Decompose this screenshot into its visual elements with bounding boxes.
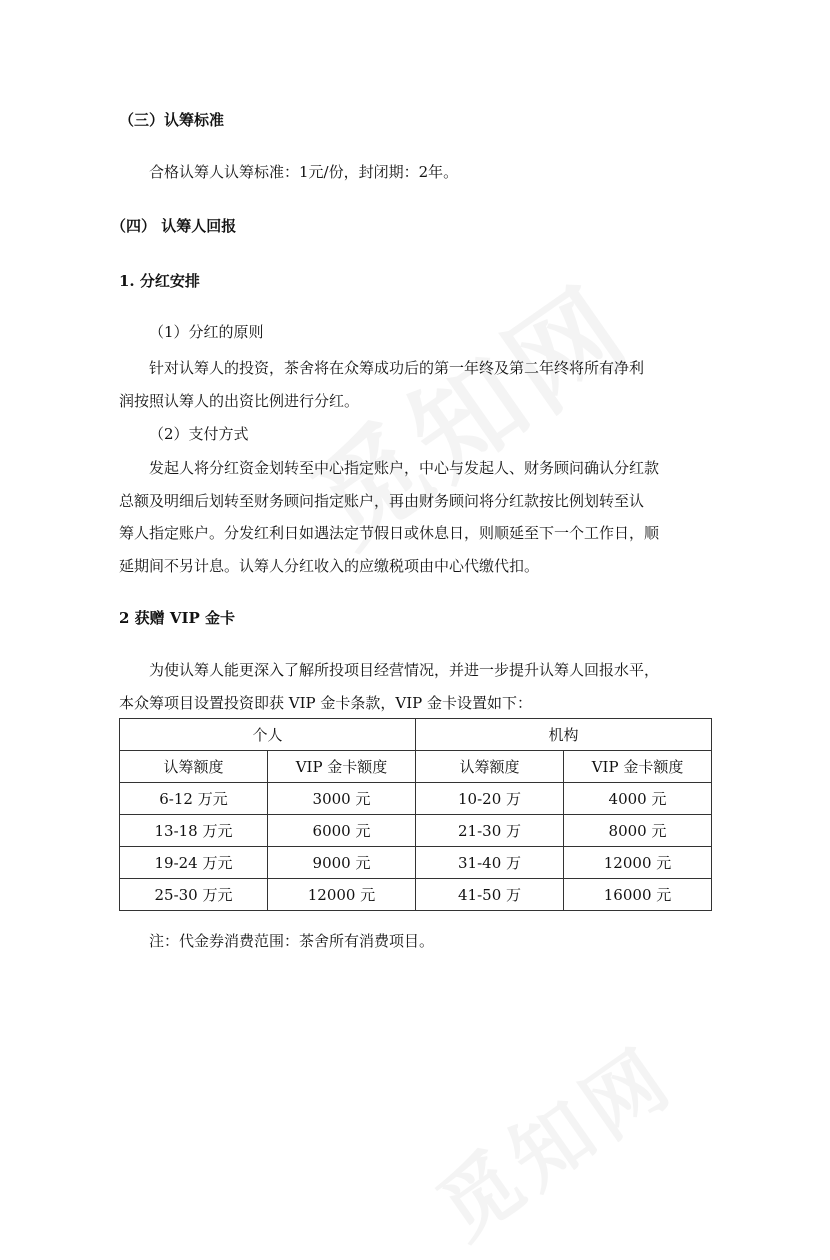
- table-cell: 13-18 万元: [120, 815, 268, 847]
- table-cell: 31-40 万: [416, 847, 564, 879]
- vip-heading: 2 获赠 VIP 金卡: [119, 609, 236, 627]
- table-cell: 6-12 万元: [120, 783, 268, 815]
- group-header-individual: 个人: [120, 719, 416, 751]
- dividend-p2-line1: 发起人将分红资金划转至中心指定账户，中心与发起人、财务顾问确认分红款: [149, 459, 660, 477]
- dividend-sub2: （2）支付方式: [149, 425, 249, 443]
- vip-table: [119, 718, 712, 911]
- dividend-p2-line3: 筹人指定账户。分发红利日如遇法定节假日或休息日，则顺延至下一个工作日，顺: [119, 524, 660, 542]
- vip-intro-line1: 为使认筹人能更深入了解所投项目经营情况，并进一步提升认筹人回报水平，: [149, 661, 660, 679]
- dividend-sub1: （1）分红的原则: [149, 323, 264, 341]
- table-cell: 16000 元: [564, 879, 712, 911]
- sub-header-cell: VIP 金卡额度: [564, 751, 712, 783]
- dividend-p1-line1: 针对认筹人的投资，茶舍将在众筹成功后的第一年终及第二年终将所有净利: [149, 359, 645, 377]
- table-cell: 4000 元: [564, 783, 712, 815]
- sub-header-cell: VIP 金卡额度: [268, 751, 416, 783]
- table-cell: 12000 元: [268, 879, 416, 911]
- table-cell: 19-24 万元: [120, 847, 268, 879]
- table-group-header-row: [120, 719, 712, 751]
- table-cell: 41-50 万: [416, 879, 564, 911]
- sub-header-cell: 认筹额度: [416, 751, 564, 783]
- section3-heading: （三）认筹标准: [119, 111, 225, 129]
- table-cell: 8000 元: [564, 815, 712, 847]
- vip-intro-line2: 本众筹项目设置投资即获 VIP 金卡条款，VIP 金卡设置如下：: [119, 694, 533, 712]
- table-row: [120, 815, 712, 847]
- group-header-institution: 机构: [416, 719, 712, 751]
- table-cell: 12000 元: [564, 847, 712, 879]
- table-cell: 25-30 万元: [120, 879, 268, 911]
- vip-note: 注：代金券消费范围：茶舍所有消费项目。: [149, 932, 435, 950]
- section3-text: 合格认筹人认筹标准：1元/份，封闭期：2年。: [149, 163, 459, 181]
- sub-header-cell: 认筹额度: [120, 751, 268, 783]
- table-sub-header-row: [120, 751, 712, 783]
- dividend-p1-line2: 润按照认筹人的出资比例进行分红。: [119, 392, 360, 410]
- table-row: [120, 783, 712, 815]
- table-cell: 9000 元: [268, 847, 416, 879]
- dividend-p2-line2: 总额及明细后划转至财务顾问指定账户，再由财务顾问将分红款按比例划转至认: [119, 492, 645, 510]
- section4-heading: （四） 认筹人回报: [111, 217, 237, 235]
- table-cell: 3000 元: [268, 783, 416, 815]
- table-cell: 6000 元: [268, 815, 416, 847]
- dividend-heading: 1. 分红安排: [119, 272, 200, 290]
- table-row: [120, 879, 712, 911]
- watermark-bottom: [411, 1015, 693, 1260]
- table-cell: 10-20 万: [416, 783, 564, 815]
- dividend-p2-line4: 延期间不另计息。认筹人分红收入的应缴税项由中心代缴代扣。: [119, 557, 540, 575]
- table-cell: 21-30 万: [416, 815, 564, 847]
- table-row: [120, 847, 712, 879]
